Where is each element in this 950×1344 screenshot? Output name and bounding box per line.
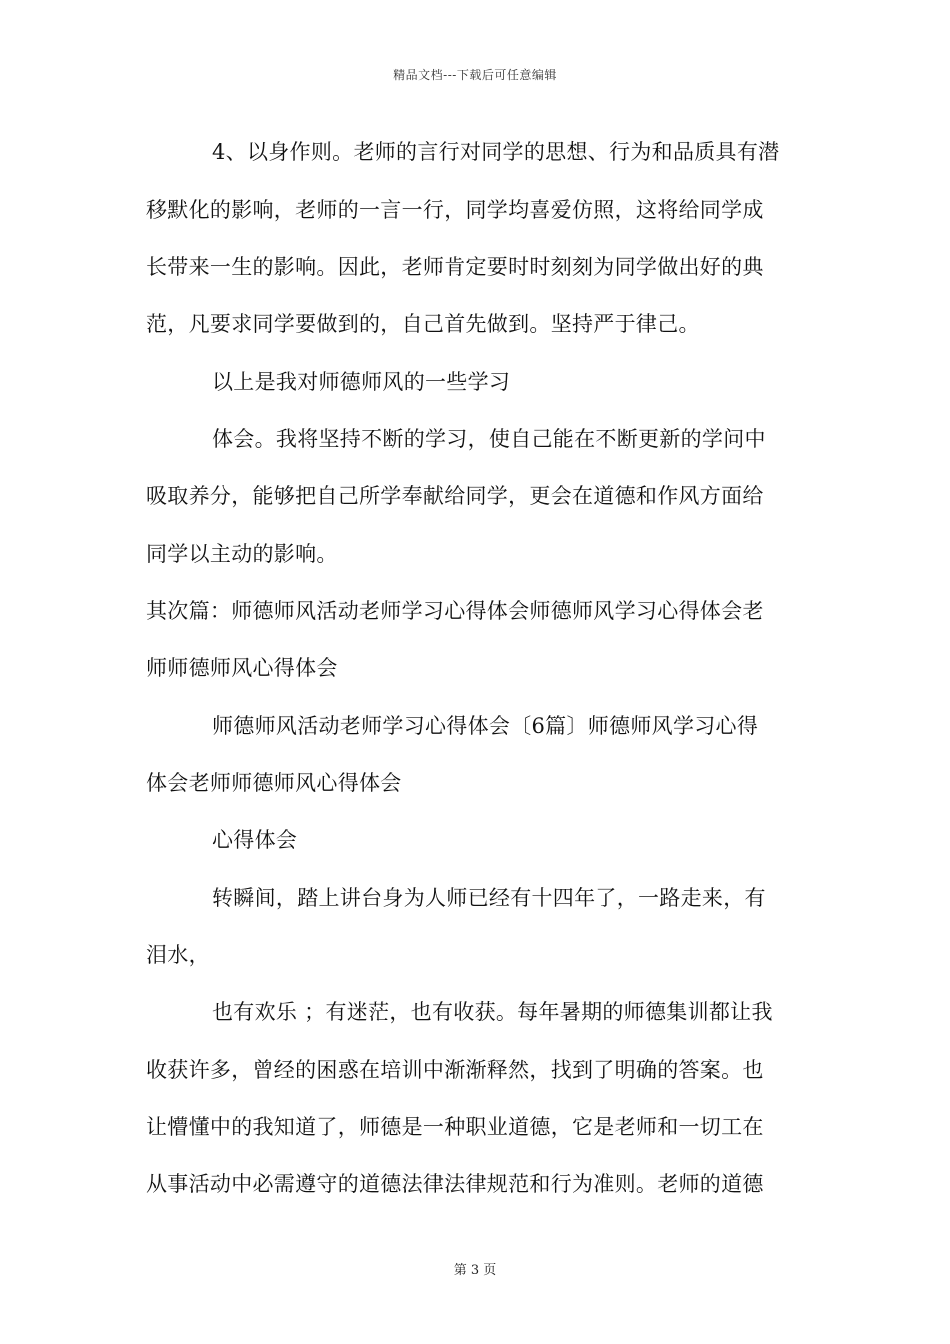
section-title-line: 其次篇：师德师风活动老师学习心得体会师德师风学习心得体会老 (146, 599, 764, 623)
body-line: 收获许多，曾经的困惑在培训中渐渐释然，找到了明确的答案。也 (146, 1058, 764, 1082)
body-line: 范，凡要求同学要做到的，自己首先做到。坚持严于律己。 (146, 312, 700, 336)
body-line: 转瞬间，踏上讲台身为人师已经有十四年了，一路走来，有 (212, 886, 766, 910)
body-line: 体会老师师德师风心得体会 (146, 771, 402, 795)
body-line: 心得体会 (212, 828, 298, 852)
page-header: 精品文档---下载后可任意编辑 (393, 68, 557, 82)
body-line: 泪水， (146, 943, 210, 967)
body-line: 4、以身作则。老师的言行对同学的思想、行为和品质具有潜 (212, 140, 780, 164)
body-line: 从事活动中必需遵守的道德法律法律规范和行为准则。老师的道德 (146, 1172, 764, 1196)
section-title-line: 师师德师风心得体会 (146, 656, 338, 680)
body-line: 也有欢乐 ；有迷茫，也有收获。每年暑期的师德集训都让我 (212, 1000, 773, 1024)
body-line: 同学以主动的影响。 (146, 542, 338, 566)
body-line: 让懵懂中的我知道了，师德是一种职业道德，它是老师和一切工在 (146, 1115, 764, 1139)
page-number: 第 3 页 (453, 1263, 497, 1278)
body-line: 体会。我将坚持不断的学习，使自己能在不断更新的学问中 (212, 427, 766, 451)
body-line: 师德师风活动老师学习心得体会〔6篇〕师德师风学习心得 (212, 714, 759, 738)
body-line: 以上是我对师德师风的一些学习 (212, 370, 511, 394)
body-line: 长带来一生的影响。因此，老师肯定要时时刻刻为同学做出好的典 (146, 255, 764, 279)
body-line: 移默化的影响，老师的一言一行，同学均喜爱仿照，这将给同学成 (146, 198, 764, 222)
body-line: 吸取养分，能够把自己所学奉献给同学，更会在道德和作风方面给 (146, 484, 764, 508)
